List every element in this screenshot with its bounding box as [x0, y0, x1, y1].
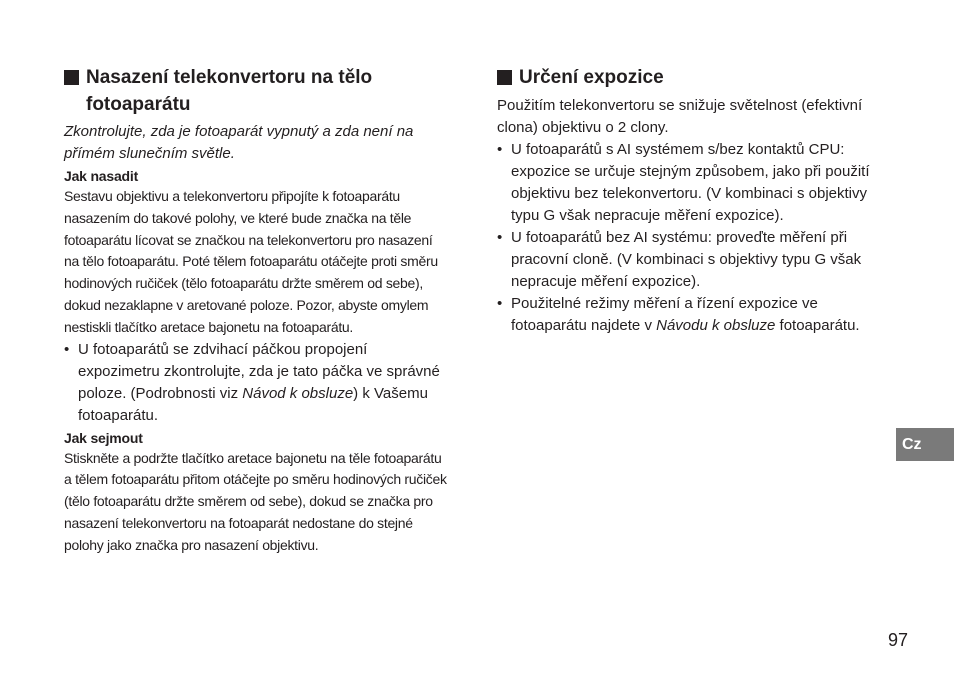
- heading-text: Určení expozice: [519, 67, 664, 88]
- bullet-dot: •: [497, 141, 503, 158]
- list-item: • U fotoaparátů bez AI systému: proveďte měření při pracovní cloně. (V kombinaci s objektivy typu G však nepracuje měření expozice).: [497, 229, 862, 290]
- language-tab: Cz: [896, 428, 954, 461]
- right-column: [497, 64, 897, 337]
- bullet-dot: •: [497, 229, 503, 246]
- bullet-dot: •: [497, 295, 503, 312]
- list-item: • U fotoaparátů s AI systémem s/bez kontaktů CPU: expozice se určuje stejným způsobem, jako při použití objektivu bez telekonvertoru. (V kombinaci s objektivy typu G však nepracuje měření expozice).: [497, 141, 870, 224]
- square-bullet-icon: [497, 70, 512, 85]
- list-item: • Použitelné režimy měření a řízení expozice ve fotoaparátu najdete v Návodu k obsluze fotoaparátu.: [497, 295, 860, 334]
- subheading-attach: Jak nasadit: [64, 168, 139, 184]
- heading-line-2: fotoaparátu: [86, 94, 191, 115]
- attach-bullet-list: [64, 339, 448, 427]
- subheading-detach: Jak sejmout: [64, 429, 143, 446]
- detach-instructions: Stiskněte a podržte tlačítko aretace bajonetu na těle fotoaparátu a tělem fotoaparátu přitom otáčejte po směru hodinových ručiček (tělo fotoaparátu držte směrem od sebe), dokud se značka pro nasazení telekonvertoru na fotoaparát nedostane do stejné polohy jako značka pro nasazení objektivu.: [64, 449, 447, 553]
- section-heading-exposure: [497, 64, 897, 91]
- manual-reference: Návodu k obsluze: [656, 317, 776, 334]
- heading-line-1: Nasazení telekonvertoru na tělo: [86, 67, 373, 88]
- page-number: 97: [888, 630, 909, 650]
- square-bullet-icon: [64, 70, 79, 85]
- intro-note: Zkontrolujte, zda je fotoaparát vypnutý a zda není na přímém slunečním světle.: [64, 123, 414, 162]
- manual-reference: Návod k obsluze: [242, 384, 354, 402]
- section-heading-attach-teleconverter: [64, 64, 448, 118]
- list-item: • U fotoaparátů se zdvihací páčkou propojení expozimetru zkontrolujte, zda je tato páčka ve správné poloze. (Podrobnosti viz Návod k obsluze) k Vašemu fotoaparátu.: [64, 340, 440, 424]
- exposure-intro: Použitím telekonvertoru se snižuje světelnost (efektivní clona) objektivu o 2 clony.: [497, 97, 863, 136]
- exposure-bullet-list: [497, 139, 897, 337]
- bullet-dot: •: [64, 340, 70, 358]
- attach-instructions: Sestavu objektivu a telekonvertoru připojíte k fotoaparátu nasazením do takové polohy, ve které bude značka na těle fotoaparátu lícovat se značkou na telekonvertoru pro nasazení na tělo fotoaparátu. Poté tělem fotoaparátu otáčejte proti směru hodinových ručiček (tělo fotoaparátu držte směrem od sebe), dokud nezaklapne v aretované poloze. Pozor, abyste omylem nestiskli tlačítko aretace bajonetu na fotoaparátu.: [64, 188, 438, 335]
- left-column: [64, 64, 448, 557]
